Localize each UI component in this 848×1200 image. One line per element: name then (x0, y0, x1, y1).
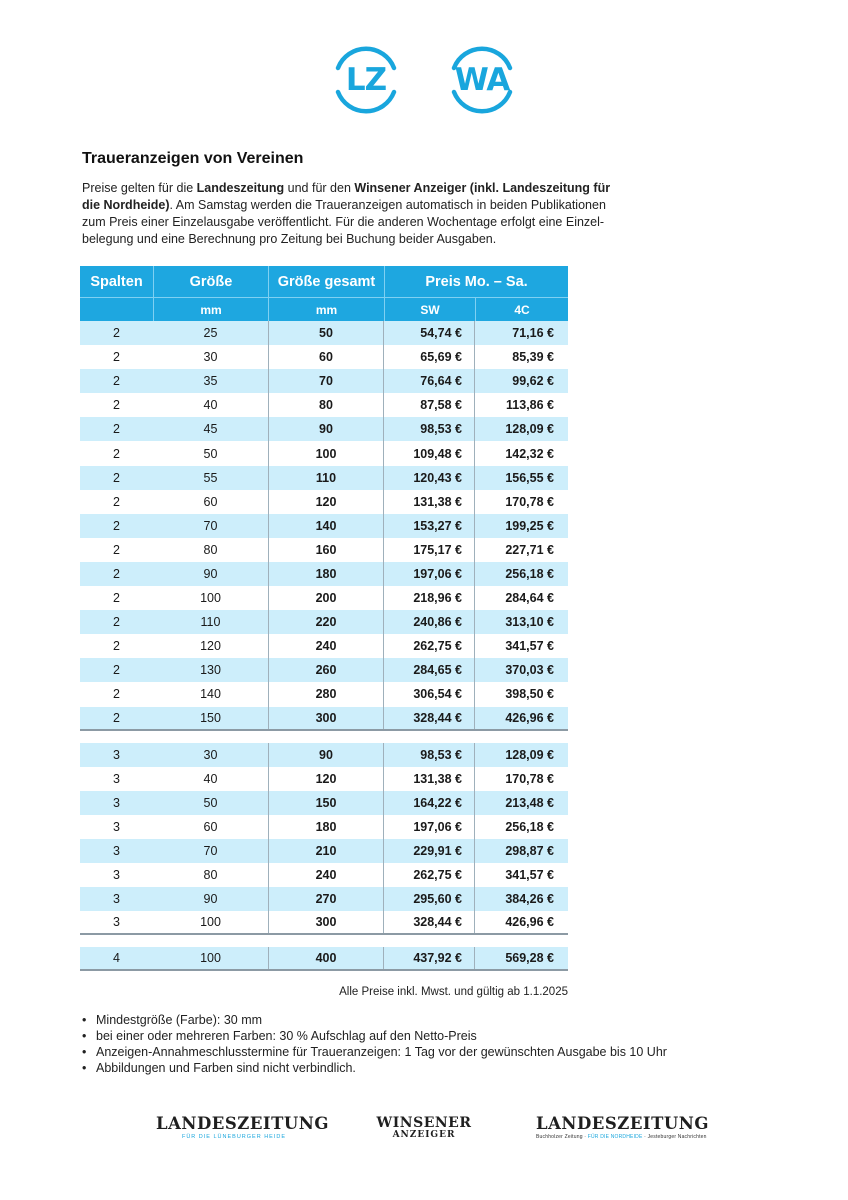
cell-groesse: 35 (203, 374, 218, 389)
cell-preis-4c: 426,96 € (505, 710, 554, 725)
table-row (80, 887, 568, 911)
cell-groesse: 30 (203, 747, 218, 762)
cell-groesse-gesamt: 210 (268, 839, 384, 863)
cell-preis-sw: 262,75 € (384, 634, 475, 658)
price-footnote: Alle Preise inkl. Mwst. und gültig ab 1.1.2025 (339, 986, 568, 998)
cell-preis-sw: 65,69 € (384, 345, 475, 369)
lz-logo-icon (324, 38, 408, 122)
cell-groesse-gesamt: 70 (268, 369, 384, 393)
lz-logo-text: LZ (345, 62, 387, 98)
cell-groesse: 100 (200, 591, 221, 606)
cell-groesse: 60 (203, 494, 218, 509)
cell-groesse: 50 (203, 446, 218, 461)
table-row (80, 682, 568, 706)
cell-spalten: 2 (113, 615, 120, 630)
landeszeitung-nordheide-brand-logo (536, 1114, 709, 1140)
cell-groesse-gesamt: 150 (268, 791, 384, 815)
table-row (80, 791, 568, 815)
brand-name-2: ANZEIGER (392, 1130, 456, 1140)
cell-preis-sw: 262,75 € (384, 863, 475, 887)
cell-preis-4c: 384,26 € (505, 892, 554, 907)
cell-groesse: 25 (203, 326, 218, 341)
table-row (80, 767, 568, 791)
cell-preis-4c: 569,28 € (505, 951, 554, 966)
cell-groesse: 40 (203, 771, 218, 786)
cell-spalten: 2 (113, 518, 120, 533)
cell-groesse-gesamt: 240 (268, 634, 384, 658)
cell-spalten: 2 (113, 663, 120, 678)
cell-groesse-gesamt: 260 (268, 658, 384, 682)
cell-groesse-gesamt: 90 (268, 417, 384, 441)
table-row (80, 466, 568, 490)
wa-logo-icon (440, 38, 524, 122)
header-spalten: Spalten (90, 273, 143, 290)
table-row (80, 417, 568, 441)
cell-groesse-gesamt: 300 (268, 911, 384, 933)
header-groesse: Größe (153, 266, 268, 297)
intro-text-2: und für den (284, 181, 355, 195)
intro-bold-landeszeitung: Landeszeitung (196, 181, 285, 195)
cell-preis-4c: 170,78 € (505, 494, 554, 509)
list-item: • bei einer oder mehreren Farben: 30 % Aufschlag auf den Netto-Preis (82, 1028, 667, 1044)
table-row (80, 743, 568, 767)
table-row (80, 863, 568, 887)
cell-groesse-gesamt: 120 (268, 490, 384, 514)
brand-sub-a: Buchholzer Zeitung · (536, 1134, 588, 1140)
cell-spalten: 3 (113, 747, 120, 762)
cell-preis-sw: 153,27 € (384, 514, 475, 538)
table-row (80, 839, 568, 863)
cell-spalten: 2 (113, 542, 120, 557)
cell-spalten: 2 (113, 591, 120, 606)
cell-preis-4c: 99,62 € (512, 374, 554, 389)
header-preis: Preis Mo. – Sa. (384, 266, 568, 297)
cell-groesse-gesamt: 200 (268, 586, 384, 610)
subheader-mm-gesamt: mm (268, 298, 384, 321)
cell-groesse-gesamt: 90 (268, 743, 384, 767)
cell-preis-sw: 240,86 € (384, 610, 475, 634)
cell-spalten: 3 (113, 915, 120, 930)
cell-preis-sw: 109,48 € (384, 441, 475, 465)
cell-spalten: 2 (113, 566, 120, 581)
table-row (80, 490, 568, 514)
cell-preis-sw: 54,74 € (384, 321, 475, 345)
cell-preis-4c: 426,96 € (505, 915, 554, 930)
list-item: • Mindestgröße (Farbe): 30 mm (82, 1012, 667, 1028)
cell-groesse: 40 (203, 398, 218, 413)
cell-preis-sw: 295,60 € (384, 887, 475, 911)
cell-groesse-gesamt: 140 (268, 514, 384, 538)
table-row (80, 658, 568, 682)
cell-preis-4c: 199,25 € (505, 518, 554, 533)
cell-preis-sw: 87,58 € (384, 393, 475, 417)
table-row (80, 514, 568, 538)
cell-preis-sw: 131,38 € (384, 767, 475, 791)
cell-groesse: 100 (200, 915, 221, 930)
table-row (80, 947, 568, 971)
intro-text-1: Preise gelten für die (82, 181, 197, 195)
cell-preis-sw: 229,91 € (384, 839, 475, 863)
table-row (80, 538, 568, 562)
cell-preis-4c: 313,10 € (505, 615, 554, 630)
table-row (80, 911, 568, 935)
cell-groesse: 150 (200, 710, 221, 725)
brand-sub-b: FÜR DIE NORDHEIDE (587, 1134, 643, 1140)
brand-subline (536, 1134, 707, 1140)
winsener-anzeiger-brand-logo (376, 1116, 472, 1140)
table-row (80, 610, 568, 634)
cell-spalten: 3 (113, 868, 120, 883)
cell-spalten: 2 (113, 710, 120, 725)
intro-paragraph (82, 180, 622, 248)
cell-groesse: 80 (203, 868, 218, 883)
cell-groesse: 140 (200, 687, 221, 702)
cell-spalten: 2 (113, 446, 120, 461)
cell-groesse-gesamt: 50 (268, 321, 384, 345)
cell-preis-sw: 76,64 € (384, 369, 475, 393)
table-row (80, 393, 568, 417)
cell-groesse-gesamt: 180 (268, 562, 384, 586)
cell-groesse: 80 (203, 542, 218, 557)
header-groesse-gesamt: Größe gesamt (268, 266, 384, 297)
cell-groesse: 50 (203, 795, 218, 810)
cell-spalten: 3 (113, 795, 120, 810)
cell-preis-4c: 213,48 € (505, 795, 554, 810)
cell-groesse: 130 (200, 663, 221, 678)
cell-groesse-gesamt: 400 (268, 947, 384, 969)
subheader-4c: 4C (475, 298, 568, 321)
cell-preis-sw: 98,53 € (384, 743, 475, 767)
cell-spalten: 3 (113, 819, 120, 834)
table-row (80, 562, 568, 586)
cell-preis-4c: 227,71 € (505, 542, 554, 557)
list-item: • Abbildungen und Farben sind nicht verbindlich. (82, 1060, 667, 1076)
cell-preis-sw: 197,06 € (384, 815, 475, 839)
cell-spalten: 3 (113, 771, 120, 786)
table-body (80, 321, 568, 971)
cell-spalten: 2 (113, 326, 120, 341)
cell-preis-sw: 164,22 € (384, 791, 475, 815)
cell-preis-sw: 328,44 € (384, 707, 475, 729)
cell-groesse: 60 (203, 819, 218, 834)
table-row (80, 345, 568, 369)
cell-preis-sw: 197,06 € (384, 562, 475, 586)
page-title: Traueranzeigen von Vereinen (82, 150, 304, 167)
cell-groesse-gesamt: 300 (268, 707, 384, 729)
cell-spalten: 4 (113, 951, 120, 966)
table-row (80, 634, 568, 658)
group-separator (80, 731, 568, 743)
cell-spalten: 2 (113, 687, 120, 702)
brand-name: LANDESZEITUNG (156, 1114, 329, 1133)
table-row (80, 707, 568, 731)
cell-groesse-gesamt: 180 (268, 815, 384, 839)
cell-preis-4c: 170,78 € (505, 771, 554, 786)
table-row (80, 586, 568, 610)
cell-groesse: 90 (203, 566, 218, 581)
group-separator (80, 935, 568, 947)
cell-preis-4c: 156,55 € (505, 470, 554, 485)
cell-preis-4c: 128,09 € (505, 422, 554, 437)
landeszeitung-brand-logo (156, 1114, 329, 1140)
cell-preis-4c: 341,57 € (505, 868, 554, 883)
cell-spalten: 2 (113, 494, 120, 509)
logo-bar (0, 38, 848, 126)
cell-preis-sw: 306,54 € (384, 682, 475, 706)
cell-preis-sw: 437,92 € (384, 947, 475, 969)
cell-preis-4c: 298,87 € (505, 844, 554, 859)
cell-spalten: 2 (113, 374, 120, 389)
cell-groesse: 70 (203, 518, 218, 533)
brand-sub-c: · Jesteburger Nachrichten (642, 1134, 707, 1140)
cell-preis-sw: 120,43 € (384, 466, 475, 490)
cell-preis-sw: 218,96 € (384, 586, 475, 610)
list-item: • Anzeigen-Annahmeschlusstermine für Traueranzeigen: 1 Tag vor der gewünschten Ausgabe bis 10 Uhr (82, 1044, 667, 1060)
cell-groesse-gesamt: 280 (268, 682, 384, 706)
table-row (80, 369, 568, 393)
cell-groesse-gesamt: 60 (268, 345, 384, 369)
brand-name: LANDESZEITUNG (536, 1114, 709, 1133)
brand-subline: FÜR DIE LÜNEBURGER HEIDE (181, 1134, 287, 1140)
cell-groesse-gesamt: 270 (268, 887, 384, 911)
cell-preis-4c: 256,18 € (505, 566, 554, 581)
table-header-row (80, 266, 568, 297)
subheader-sw: SW (384, 298, 475, 321)
cell-preis-4c: 142,32 € (505, 446, 554, 461)
cell-preis-sw: 98,53 € (384, 417, 475, 441)
cell-preis-4c: 370,03 € (505, 663, 554, 678)
table-row (80, 815, 568, 839)
brand-name: WINSENER (376, 1115, 472, 1131)
cell-groesse-gesamt: 160 (268, 538, 384, 562)
cell-spalten: 2 (113, 639, 120, 654)
cell-preis-4c: 128,09 € (505, 747, 554, 762)
cell-groesse-gesamt: 120 (268, 767, 384, 791)
cell-preis-sw: 284,65 € (384, 658, 475, 682)
cell-groesse-gesamt: 240 (268, 863, 384, 887)
intro-text-3: . Am Samstag werden die Traueranzeigen automatisch in beiden Publikationen zum Preis einer Einzelausgabe veröffentlicht. Für die anderen Wochentage erfolgt eine Einzelbelegung und eine Berechnung pro Zeitung bei Buchung beider Ausgaben. (82, 198, 606, 246)
cell-groesse-gesamt: 220 (268, 610, 384, 634)
wa-logo-text: WA (454, 62, 510, 98)
table-row (80, 321, 568, 345)
cell-groesse: 55 (203, 470, 218, 485)
cell-spalten: 2 (113, 398, 120, 413)
cell-groesse: 120 (200, 639, 221, 654)
subheader-empty (80, 298, 153, 321)
cell-spalten: 3 (113, 844, 120, 859)
cell-preis-sw: 175,17 € (384, 538, 475, 562)
cell-groesse-gesamt: 100 (268, 441, 384, 465)
price-table (80, 266, 568, 971)
cell-preis-4c: 113,86 € (506, 398, 554, 413)
cell-preis-4c: 341,57 € (505, 639, 554, 654)
cell-preis-4c: 256,18 € (505, 819, 554, 834)
cell-preis-sw: 328,44 € (384, 911, 475, 933)
cell-preis-4c: 71,16 € (512, 326, 554, 341)
cell-groesse: 30 (203, 350, 218, 365)
cell-spalten: 3 (113, 892, 120, 907)
cell-groesse: 70 (203, 844, 218, 859)
notes-list (82, 1012, 667, 1076)
cell-spalten: 2 (113, 470, 120, 485)
cell-groesse-gesamt: 80 (268, 393, 384, 417)
intro-bold-winsener: Winsener Anzeiger (inkl. Landeszeitung für die Nordheide) (82, 181, 611, 212)
subheader-mm-groesse: mm (153, 298, 268, 321)
cell-preis-4c: 284,64 € (505, 591, 554, 606)
cell-groesse: 100 (200, 951, 221, 966)
cell-groesse-gesamt: 110 (268, 466, 384, 490)
cell-preis-4c: 398,50 € (505, 687, 554, 702)
cell-groesse: 110 (200, 615, 221, 630)
table-subheader-row (80, 297, 568, 321)
cell-spalten: 2 (113, 350, 120, 365)
cell-preis-4c: 85,39 € (512, 350, 554, 365)
table-row (80, 441, 568, 465)
cell-preis-sw: 131,38 € (384, 490, 475, 514)
cell-groesse: 90 (203, 892, 218, 907)
cell-spalten: 2 (113, 422, 120, 437)
cell-groesse: 45 (203, 422, 218, 437)
